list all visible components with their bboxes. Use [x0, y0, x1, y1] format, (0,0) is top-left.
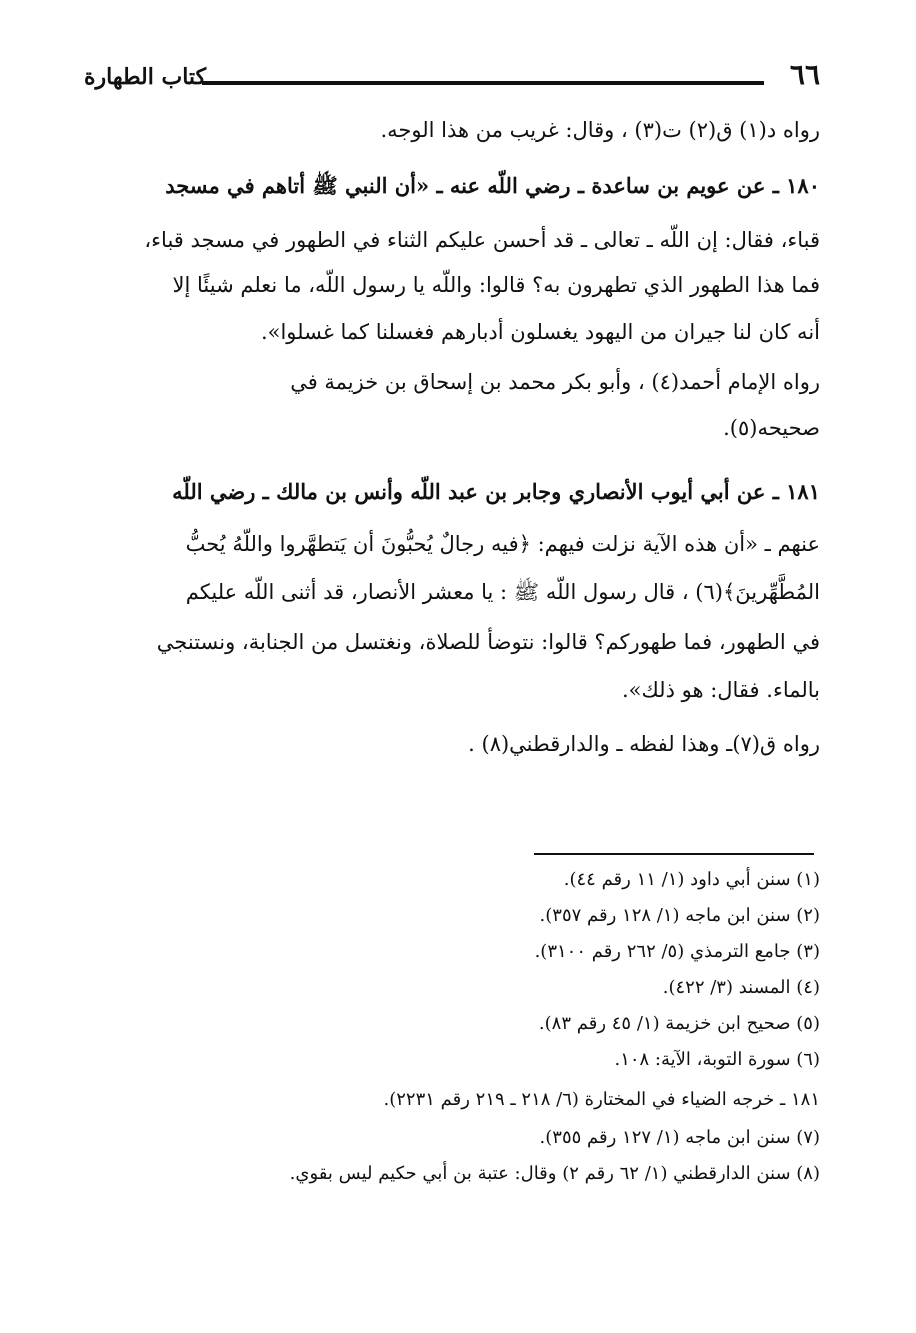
book-title: كتاب الطهارة — [84, 64, 207, 90]
page-number: ٦٦ — [789, 58, 820, 91]
text-line: أنه كان لنا جيران من اليهود يغسلون أدبارهم فغسلنا كما غسلوا». — [260, 320, 820, 344]
hadith-181-line: ١٨١ ـ عن أبي أيوب الأنصاري وجابر بن عبد اللّه وأنس بن مالك ـ رضي اللّه — [172, 479, 820, 504]
footnote: (٦) سورة التوبة، الآية: ١٠٨. — [614, 1049, 820, 1070]
text-line: المُطَّهِّرينَ﴾(٦) ، قال رسول اللّه ﷺ : يا معشر الأنصار، قد أثنى اللّه عليكم — [185, 580, 820, 604]
footnote: ١٨١ ـ خرجه الضياء في المختارة (٦/ ٢١٨ ـ ٢١٩ رقم ٢٢٣١). — [383, 1089, 820, 1110]
footnote: (١) سنن أبي داود (١/ ١١ رقم ٤٤). — [563, 869, 820, 890]
page-header — [84, 58, 820, 98]
text-line: عنهم ـ «أن هذه الآية نزلت فيهم: ﴿فيه رجالٌ يُحبُّونَ أن يَتطهَّروا واللّهُ يُحبُّ — [185, 532, 820, 556]
text-line: فما هذا الطهور الذي تطهرون به؟ قالوا: واللّه يا رسول اللّه، ما نعلم شيئًا إلا — [172, 273, 820, 297]
footnote: (٢) سنن ابن ماجه (١/ ١٢٨ رقم ٣٥٧). — [539, 905, 820, 926]
text-line: قباء، فقال: إن اللّه ـ تعالى ـ قد أحسن عليكم الثناء في الطهور في مسجد قباء، — [144, 228, 820, 252]
footnote: (٤) المسند (٣/ ٤٢٢). — [662, 977, 820, 998]
footnote: (٨) سنن الدارقطني (١/ ٦٢ رقم ٢) وقال: عتبة بن أبي حكيم ليس بقوي. — [289, 1163, 820, 1184]
footnote-rule — [534, 853, 814, 855]
footnote: (٧) سنن ابن ماجه (١/ ١٢٧ رقم ٣٥٥). — [539, 1127, 820, 1148]
header-rule — [202, 81, 764, 85]
text-line: صحيحه(٥). — [723, 416, 820, 440]
hadith-180-line: ١٨٠ ـ عن عويم بن ساعدة ـ رضي اللّه عنه ـ «أن النبي ﷺ أتاهم في مسجد — [165, 173, 820, 198]
text-line: رواه د(١) ق(٢) ت(٣) ، وقال: غريب من هذا الوجه. — [380, 118, 820, 142]
footnote: (٥) صحيح ابن خزيمة (١/ ٤٥ رقم ٨٣). — [538, 1013, 820, 1034]
text-line: رواه الإمام أحمد(٤) ، وأبو بكر محمد بن إسحاق بن خزيمة في — [290, 370, 820, 394]
text-line: بالماء. فقال: هو ذلك». — [621, 678, 820, 702]
text-line: في الطهور، فما طهوركم؟ قالوا: نتوضأ للصلاة، ونغتسل من الجنابة، ونستنجي — [156, 630, 820, 654]
footnote: (٣) جامع الترمذي (٥/ ٢٦٢ رقم ٣١٠٠). — [534, 941, 820, 962]
text-line: رواه ق(٧)ـ وهذا لفظه ـ والدارقطني(٨) . — [468, 732, 820, 756]
